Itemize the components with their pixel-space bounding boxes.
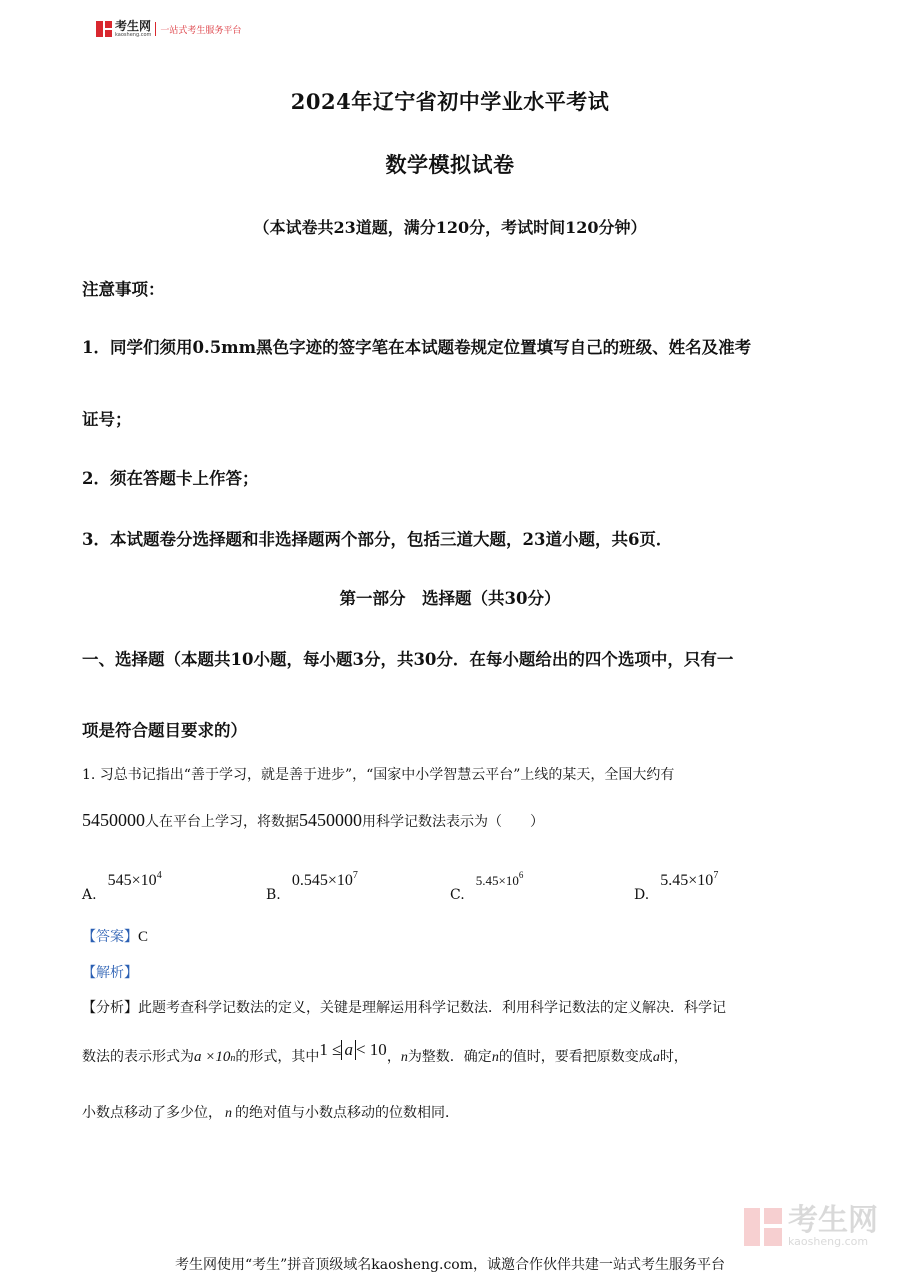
exam-subtitle: 数学模拟试卷	[385, 152, 515, 177]
analysis-text: ，	[386, 1049, 401, 1065]
logo-domain: kaosheng.com	[115, 32, 152, 38]
exam-info: （本试卷共23道题，满分120分，考试时间120分钟）	[253, 218, 647, 237]
option-b	[266, 870, 358, 903]
kaosheng-watermark-icon	[744, 1208, 782, 1246]
logo-slogan: 一站式考生服务平台	[160, 25, 242, 36]
inequality-right: < 10	[355, 1040, 387, 1059]
analysis-label: 【解析】	[82, 965, 138, 981]
question-text: 人在平台上学习，将数据	[145, 814, 299, 830]
note-item-3: 3．本试题卷分选择题和非选择题两个部分，包括三道大题，23道小题，共6页．	[82, 530, 673, 549]
note-item-1-cont: 证号；	[82, 410, 132, 429]
question-1-stem-cont	[82, 810, 544, 831]
notes-heading: 注意事项：	[82, 280, 165, 299]
option-letter: C.	[450, 887, 465, 903]
header-logo[interactable]	[96, 18, 241, 40]
option-c	[450, 870, 524, 903]
var-a: a	[652, 1050, 660, 1065]
analysis-line-3	[82, 1102, 459, 1122]
option-exponent: 4	[156, 870, 162, 881]
inequality-abs-var: a	[341, 1040, 356, 1060]
number-5450000: 5450000	[299, 810, 362, 830]
var-n: n	[491, 1050, 499, 1065]
kaosheng-logo-icon	[96, 21, 112, 37]
part-heading: 第一部分 选择题（共30分）	[339, 589, 561, 608]
option-value: 0.545×10	[291, 872, 353, 889]
option-value: 545×10	[107, 872, 157, 889]
option-value: 5.45×10	[660, 872, 714, 889]
analysis-text: 的值时，要看把原数变成	[498, 1049, 653, 1065]
option-letter: A.	[82, 887, 97, 903]
analysis-text: 小数点移动了多少位，	[82, 1105, 222, 1121]
section-heading-cont: 项是符合题目要求的）	[82, 721, 247, 740]
var-n: n	[225, 1106, 232, 1121]
option-letter: B.	[266, 887, 281, 903]
analysis-text: 时，	[659, 1049, 688, 1065]
section-heading: 一、选择题（本题共10小题，每小题3分，共30分．在每小题给出的四个选项中，只有一	[82, 650, 734, 669]
formula-base: a ×10	[194, 1049, 231, 1065]
var-n: n	[400, 1050, 408, 1065]
option-d	[634, 870, 719, 903]
watermark-domain: kaosheng.com	[788, 1235, 869, 1248]
answer-line	[82, 926, 148, 946]
note-item-1: 1．同学们须用0.5mm黑色字迹的签字笔在本试题卷规定位置填写自己的班级、姓名及准考	[82, 338, 752, 357]
answer-value: C	[138, 929, 149, 945]
analysis-text: 的形式，其中	[235, 1049, 320, 1065]
answer-label: 【答案】	[82, 929, 138, 945]
logo-divider	[155, 22, 156, 36]
inequality-left: 1 ≤	[319, 1040, 342, 1059]
number-5450000: 5450000	[82, 810, 145, 830]
question-1-stem: 1. 习总书记指出“善于学习，就是善于进步”，“国家中小学智慧云平台”上线的某天，全国大约有	[82, 767, 675, 783]
option-letter: D.	[634, 887, 650, 903]
formula-exponent: n	[230, 1053, 236, 1064]
option-a	[82, 870, 162, 903]
watermark-logo	[744, 1203, 878, 1248]
option-value: 5.45×10	[475, 873, 519, 888]
analysis-line-2	[82, 1040, 688, 1066]
watermark-name: 考生网	[788, 1203, 878, 1238]
option-exponent: 7	[713, 870, 719, 881]
note-item-2: 2．须在答题卡上作答；	[82, 469, 259, 488]
analysis-line-1: 【分析】此题考查科学记数法的定义，关键是理解运用科学记数法．利用科学记数法的定义解决．科学记	[82, 1000, 726, 1016]
question-text: 用科学记数法表示为（ ）	[362, 814, 544, 830]
option-exponent: 6	[518, 870, 524, 880]
analysis-text: 为整数．确定	[407, 1049, 492, 1065]
exam-title: 2024年辽宁省初中学业水平考试	[290, 89, 610, 114]
analysis-text: 的绝对值与小数点移动的位数相同．	[235, 1105, 459, 1121]
option-exponent: 7	[352, 870, 358, 881]
analysis-text: 数法的表示形式为	[82, 1049, 194, 1065]
page-footer: 考生网使用“考生”拼音顶级域名kaosheng.com，诚邀合作伙伴共建一站式考生服务平台	[174, 1257, 726, 1273]
logo-name: 考生网	[115, 19, 152, 33]
